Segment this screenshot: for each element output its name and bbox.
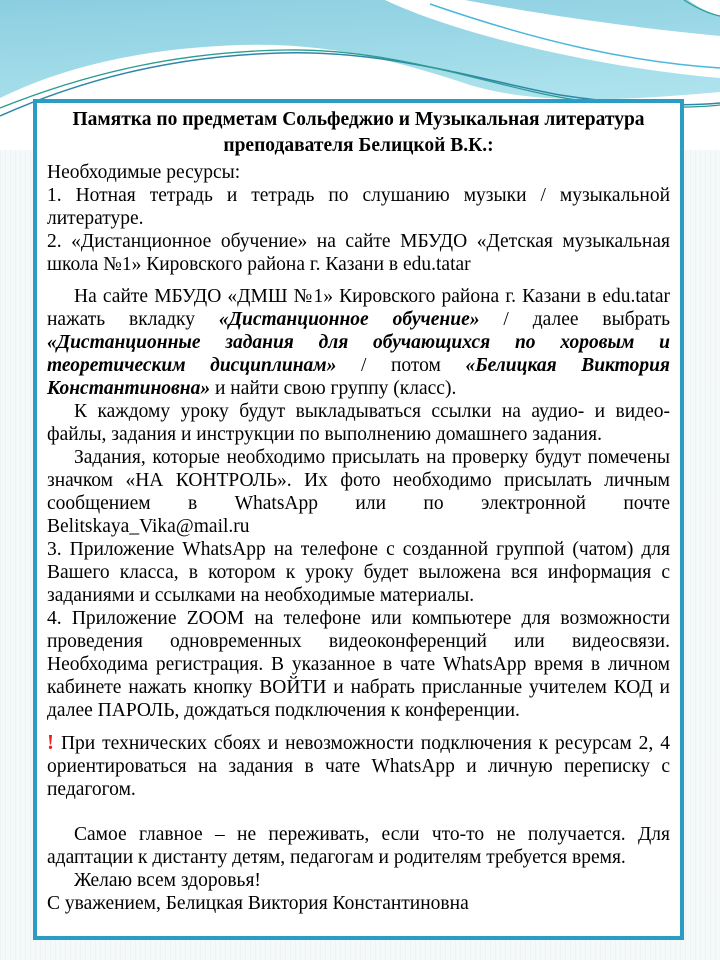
warning-mark: ! xyxy=(47,730,54,754)
paragraph xyxy=(47,161,670,184)
text-run: «Белицкая Виктория Константиновна» xyxy=(47,355,670,399)
text-run: С уважением, Белицкая Виктория Константиновна xyxy=(47,893,469,914)
paragraph xyxy=(47,869,670,892)
text-run: На сайте МБУДО «ДМШ №1» Кировского района г. Казани в edu.tatar нажать вкладку xyxy=(47,286,670,330)
text-run: Желаю всем здоровья! xyxy=(74,870,261,891)
paragraph xyxy=(47,538,670,607)
paragraph xyxy=(47,285,670,400)
memo-paragraphs xyxy=(47,161,670,915)
text-run: / потом xyxy=(336,355,466,376)
text-run: 4. Приложение ZOOM на телефоне или компьютере для возможности проведения одновременных видеоконференций или видеосвязи. Необходима регистрация. В указанное в чате WhatsApp время в личном кабинете нажать кнопку ВОЙТИ и набрать присланные учителем КОД и далее ПАРОЛЬ, дождаться подключения к конференции. xyxy=(47,608,670,721)
text-run: Самое главное – не переживать, если что-то не получается. Для адаптации к дистанту детям, педагогам и родителям требуется время. xyxy=(47,824,670,868)
text-run: «Дистанционное обучение» xyxy=(218,309,480,330)
memo-box xyxy=(33,99,684,940)
paragraph xyxy=(47,892,670,915)
memo-title xyxy=(47,107,670,159)
email-text: Belitskaya_Vika@mail.ru xyxy=(47,516,250,537)
memo-title-line2: преподавателя Белицкой В.К.: xyxy=(223,135,494,156)
text-run: 1. Нотная тетрадь и тетрадь по слушанию музыки / музыкальной литературе. xyxy=(47,185,670,229)
paragraph xyxy=(47,731,670,801)
text-run: При технических сбоях и невозможности подключения к ресурсам 2, 4 ориентироваться на задания в чате WhatsApp и личную переписку с педагогом. xyxy=(47,733,670,800)
text-run: Необходимые ресурсы: xyxy=(47,162,241,183)
paragraph xyxy=(47,230,670,276)
text-run: «Дистанционные задания для обучающихся по хоровым и теоретическим дисциплинам» xyxy=(47,332,670,376)
text-run: Задания, которые необходимо присылать на проверку будут помечены значком «НА КОНТРОЛЬ». Их фото необходимо присылать личным сообщением в WhatsApp или по электронной почте xyxy=(47,447,670,514)
text-run: 2. «Дистанционное обучение» на сайте МБУДО «Детская музыкальная школа №1» Кировского района г. Казани в edu.tatar xyxy=(47,231,670,275)
memo-title-line1: Памятка по предметам Сольфеджио и Музыкальная литература xyxy=(72,109,645,130)
paragraph xyxy=(47,184,670,230)
text-run: и найти свою группу (класс). xyxy=(210,378,457,399)
paragraph xyxy=(47,607,670,722)
paragraph xyxy=(47,400,670,446)
paragraph xyxy=(47,446,670,538)
paragraph xyxy=(47,823,670,869)
text-run: / далее выбрать xyxy=(479,309,670,330)
text-run: К каждому уроку будут выкладываться ссылки на аудио- и видео-файлы, задания и инструкции по выполнению домашнего задания. xyxy=(47,401,670,445)
text-run: 3. Приложение WhatsApp на телефоне с созданной группой (чатом) для Вашего класса, в котором к уроку будет выложена вся информация с заданиями и ссылками на необходимые материалы. xyxy=(47,539,670,606)
